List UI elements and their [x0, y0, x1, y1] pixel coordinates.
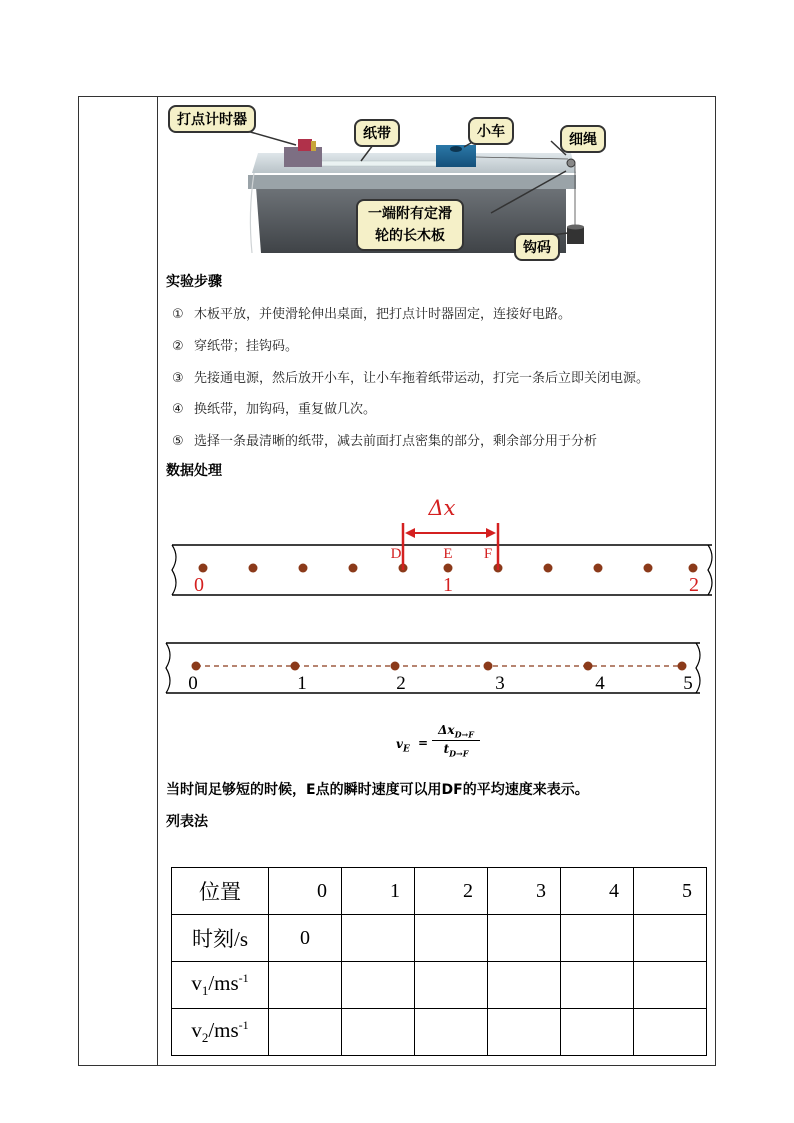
- callout-board-line1: 一端附有定滑: [368, 206, 452, 222]
- table-header-row: [172, 868, 707, 915]
- table-header-cell: 4: [561, 868, 634, 915]
- table-row-label: 时刻/s: [172, 915, 269, 962]
- tape-dot: [299, 564, 308, 573]
- v2-superscript: -1: [238, 1017, 249, 1032]
- formula-lhs: [396, 737, 410, 754]
- step-item: [172, 398, 376, 417]
- tape2-label-0: 0: [188, 673, 198, 694]
- v1-subscript: 1: [201, 983, 209, 999]
- tape-diagram-2: [158, 635, 715, 699]
- table-header-cell: 位置: [172, 868, 269, 915]
- tape1-right-tear: [708, 545, 712, 595]
- step-number: ②: [172, 339, 184, 354]
- tape-dot: [249, 564, 258, 573]
- content-cell: [158, 97, 715, 1065]
- table-row: [172, 962, 707, 1009]
- tape-dot: [484, 662, 493, 671]
- callout-weight: 钩码: [514, 233, 560, 261]
- table-cell[interactable]: [561, 962, 634, 1009]
- cart-hole: [450, 146, 462, 152]
- v2-symbol: v: [191, 1017, 202, 1042]
- step-text: 木板平放，并使滑轮伸出桌面，把打点计时器固定，连接好电路。: [194, 307, 572, 322]
- data-heading: 数据处理: [166, 463, 222, 479]
- step-text: 先接通电源，然后放开小车，让小车拖着纸带运动，打完一条后立即关闭电源。: [194, 371, 650, 386]
- tape-dot: [644, 564, 653, 573]
- steps-heading: 实验步骤: [166, 274, 222, 290]
- table-cell[interactable]: [342, 962, 415, 1009]
- tape2-label-1: 1: [297, 673, 307, 694]
- table-cell[interactable]: [634, 1009, 707, 1056]
- step-number: ①: [172, 307, 184, 322]
- ticker-timer-head: [298, 139, 312, 151]
- step-text: 换纸带，加钩码，重复做几次。: [194, 402, 377, 417]
- formula-num-symbol: Δx: [438, 723, 455, 737]
- table-cell[interactable]: [415, 1009, 488, 1056]
- tape2-left-tear: [166, 643, 170, 693]
- pulley: [567, 159, 575, 167]
- tape-dot: [349, 564, 358, 573]
- callout-board-line2: 轮的长木板: [375, 228, 445, 244]
- table-header-cell: 3: [488, 868, 561, 915]
- table-cell[interactable]: [488, 915, 561, 962]
- v1-symbol: v: [191, 970, 202, 995]
- hook-weight: [567, 227, 584, 244]
- table-heading: 列表法: [166, 814, 208, 830]
- table-cell[interactable]: [634, 962, 707, 1009]
- step-text: 穿纸带；挂钩码。: [194, 339, 299, 354]
- step-item: [172, 430, 597, 449]
- tape1-left-tear: [172, 545, 176, 595]
- tape2-label-2: 2: [396, 673, 406, 694]
- table-cell[interactable]: [634, 915, 707, 962]
- step-number: ③: [172, 371, 184, 386]
- v2-subscript: 2: [201, 1030, 209, 1046]
- tape-dot: [544, 564, 553, 573]
- table-cell[interactable]: [415, 915, 488, 962]
- formula-fraction: [432, 723, 480, 759]
- step-item: [172, 367, 649, 386]
- tape2-label-5: 5: [683, 673, 693, 694]
- table-cell: 0: [269, 915, 342, 962]
- ticker-timer-terminal: [311, 141, 316, 151]
- tape-dot: [689, 564, 698, 573]
- tape-dot: [199, 564, 208, 573]
- formula-den-symbol: t: [443, 742, 450, 757]
- tape-dot: [584, 662, 593, 671]
- formula-lhs-symbol: v: [396, 737, 403, 751]
- delta-arrow-left-head: [405, 528, 415, 538]
- table-cell[interactable]: [561, 1009, 634, 1056]
- step-item: [172, 335, 298, 354]
- table-top: [248, 175, 576, 189]
- table-row: [172, 1009, 707, 1056]
- tape2-label-3: 3: [495, 673, 505, 694]
- step-number: ④: [172, 402, 184, 417]
- table-row-label: [172, 962, 269, 1009]
- table-cell[interactable]: [342, 1009, 415, 1056]
- table-cell[interactable]: [342, 915, 415, 962]
- formula-denominator: [432, 740, 480, 758]
- v1-superscript: -1: [238, 970, 249, 985]
- point-label-e: E: [443, 546, 453, 562]
- tape-dot: [594, 564, 603, 573]
- point-label-f: F: [483, 546, 493, 562]
- data-table: [171, 867, 707, 1056]
- table-header-cell: 5: [634, 868, 707, 915]
- hook-weight-top: [567, 225, 584, 230]
- table-cell[interactable]: [488, 1009, 561, 1056]
- apparatus-illustration: [166, 103, 596, 259]
- count-label-2: 2: [689, 574, 699, 596]
- callout-cart: 小车: [468, 117, 514, 145]
- formula-den-sub: D→F: [449, 748, 469, 759]
- delta-arrow-right-head: [486, 528, 496, 538]
- formula-num-sub: D→F: [454, 729, 474, 740]
- table-header-cell: 2: [415, 868, 488, 915]
- delta-x-label: Δx: [428, 496, 456, 520]
- tape-dot: [291, 662, 300, 671]
- step-number: ⑤: [172, 434, 184, 449]
- callout-tape: 纸带: [354, 119, 400, 147]
- count-label-1: 1: [443, 574, 453, 596]
- table-cell[interactable]: [269, 1009, 342, 1056]
- tape-dot: [192, 662, 201, 671]
- callout-board: [356, 199, 464, 251]
- table-cell[interactable]: [488, 962, 561, 1009]
- table-row-label: [172, 1009, 269, 1056]
- step-item: [172, 303, 571, 322]
- point-label-d: D: [390, 546, 402, 562]
- conclusion-text: 当时间足够短的时候，E点的瞬时速度可以用DF的平均速度来表示。: [166, 782, 589, 798]
- formula-lhs-sub: E: [402, 744, 410, 755]
- count-label-0: 0: [194, 574, 204, 596]
- table-cell[interactable]: [561, 915, 634, 962]
- table-header-cell: 1: [342, 868, 415, 915]
- callout-timer: 打点计时器: [168, 105, 256, 133]
- formula-numerator: [432, 723, 480, 739]
- tape2-right-tear: [696, 643, 700, 693]
- table-header-cell: 0: [269, 868, 342, 915]
- table-cell[interactable]: [269, 962, 342, 1009]
- tape-dot: [391, 662, 400, 671]
- table-row: [172, 915, 707, 962]
- tape-diagram-1: [158, 495, 715, 605]
- callout-rope: 细绳: [560, 125, 606, 153]
- formula-equals: =: [418, 736, 429, 750]
- tape2-label-4: 4: [595, 673, 605, 694]
- v2-unit: /ms: [208, 1017, 239, 1042]
- table-cell[interactable]: [415, 962, 488, 1009]
- tape-dot: [444, 564, 453, 573]
- tape-dot: [678, 662, 687, 671]
- step-text: 选择一条最清晰的纸带，减去前面打点密集的部分，剩余部分用于分析: [194, 434, 598, 449]
- v1-unit: /ms: [208, 970, 239, 995]
